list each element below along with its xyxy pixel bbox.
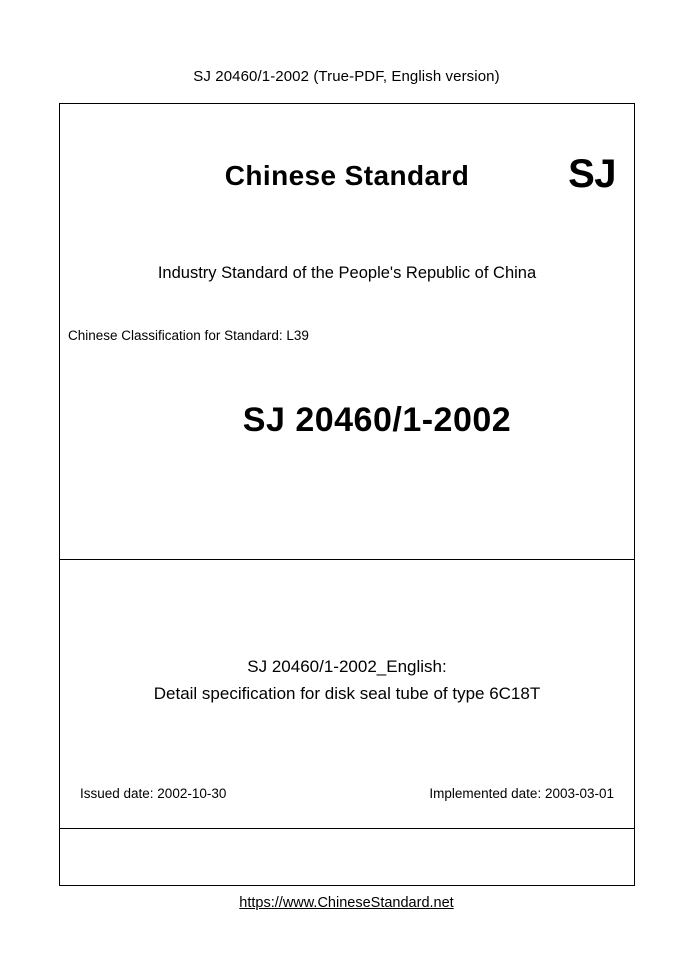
document-title xyxy=(60,653,634,707)
title-row xyxy=(60,152,634,212)
page-header-text: SJ 20460/1-2002 (True-PDF, English version) xyxy=(193,68,500,85)
site-url-link[interactable] xyxy=(0,895,693,911)
site-url-text: https://www.ChineseStandard.net xyxy=(239,895,454,911)
cover-upper-section xyxy=(60,104,634,560)
implemented-date: Implemented date: 2003-03-01 xyxy=(429,786,614,801)
classification-text: Chinese Classification for Standard: L39 xyxy=(68,328,309,343)
subtitle: Industry Standard of the People's Republic of China xyxy=(157,264,537,282)
issued-date: Issued date: 2002-10-30 xyxy=(80,786,227,801)
cover-frame xyxy=(59,103,635,886)
standard-number: SJ 20460/1-2002 xyxy=(242,401,512,439)
page-title: Chinese Standard xyxy=(224,160,470,191)
sj-logo: SJ xyxy=(568,152,616,196)
document-title-line-1: SJ 20460/1-2002_English: xyxy=(247,657,447,676)
dates-row xyxy=(60,786,634,804)
cover-lower-section xyxy=(60,560,634,829)
cover-footer-band xyxy=(60,829,634,885)
document-title-line-2: Detail specification for disk seal tube of type 6C18T xyxy=(153,684,541,703)
